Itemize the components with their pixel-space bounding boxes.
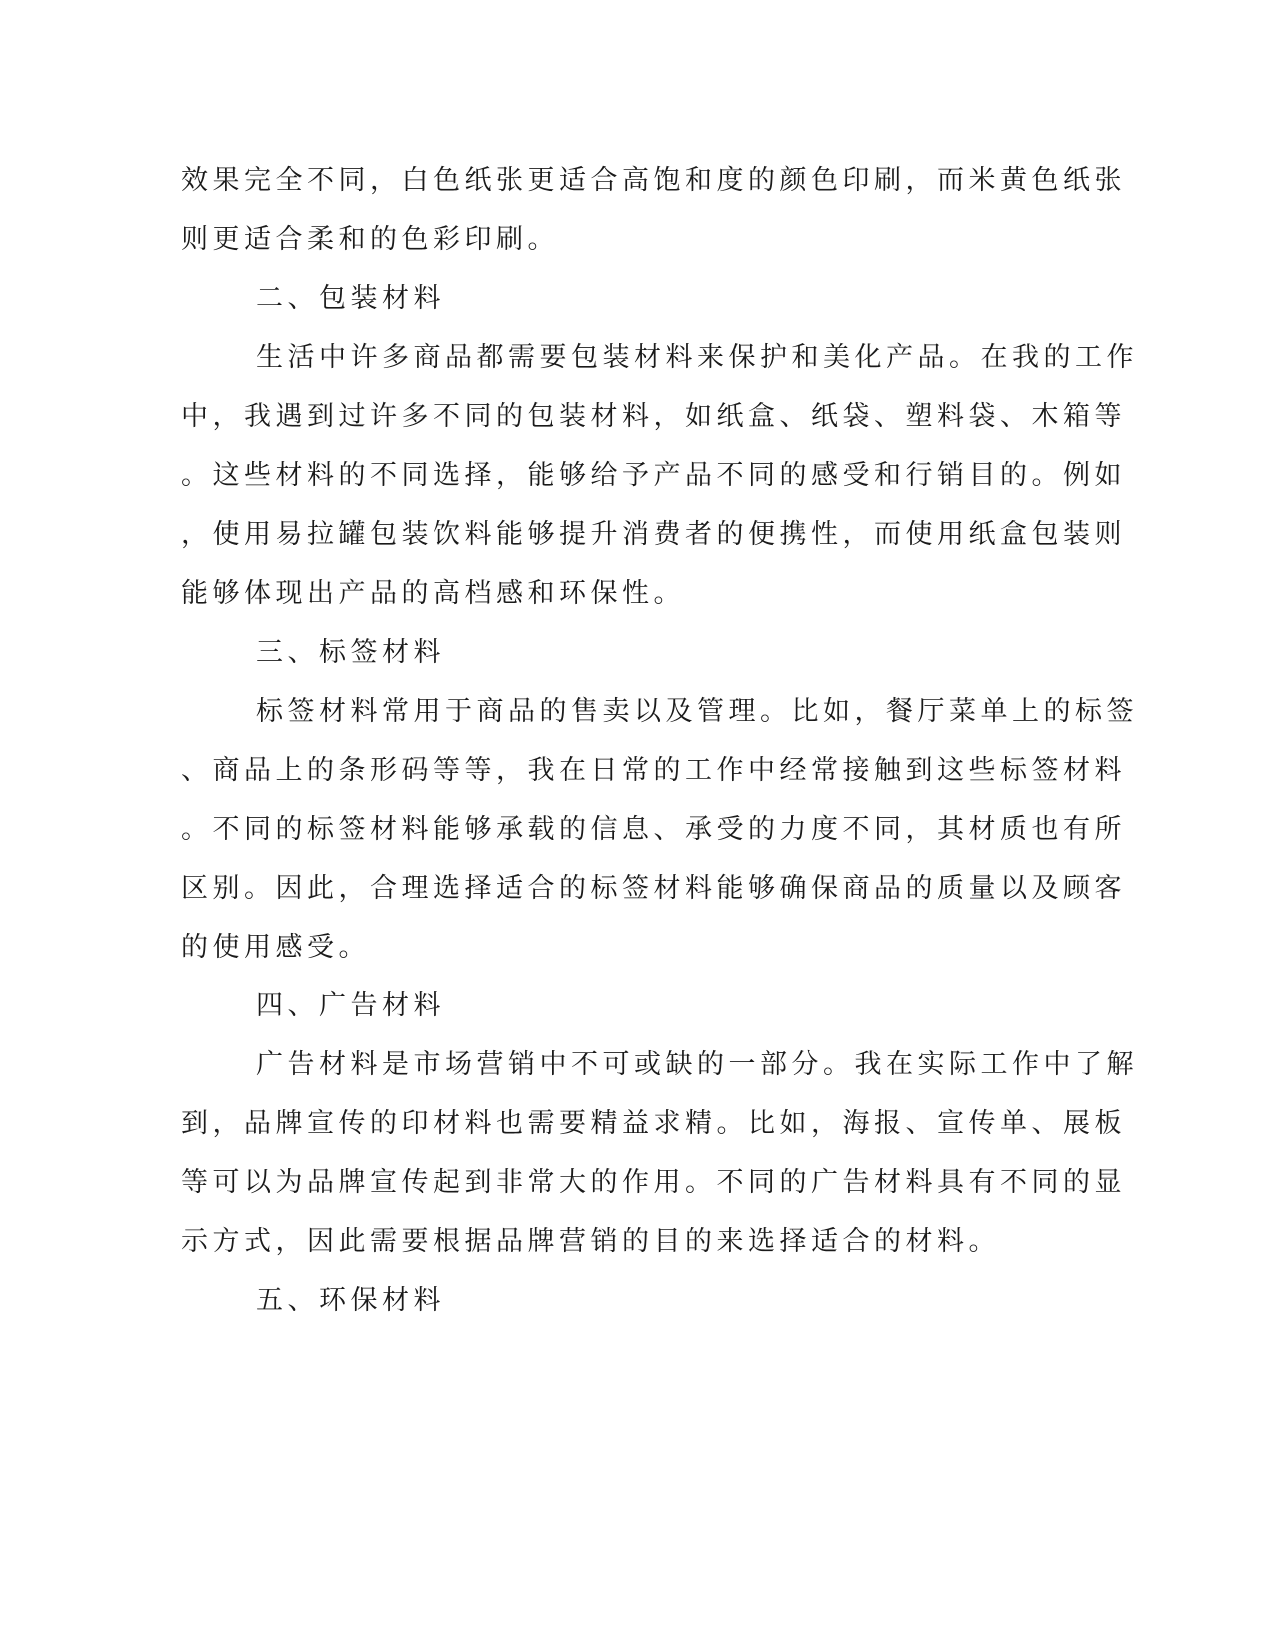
paragraph-line: 生活中许多商品都需要包装材料来保护和美化产品。在我的工作	[256, 342, 1138, 373]
section-heading-labels: 三、标签材料	[256, 637, 445, 668]
section-heading-packaging: 二、包装材料	[256, 283, 445, 314]
paragraph-line: 等可以为品牌宣传起到非常大的作用。不同的广告材料具有不同的显	[181, 1167, 1126, 1198]
document-body	[181, 0, 1138, 1650]
paragraph-line: 、商品上的条形码等等，我在日常的工作中经常接触到这些标签材料	[181, 755, 1126, 786]
paragraph-line: 的使用感受。	[181, 932, 370, 963]
paragraph-line: 能够体现出产品的高档感和环保性。	[181, 578, 685, 609]
paragraph-line: 区别。因此，合理选择适合的标签材料能够确保商品的质量以及顾客	[181, 873, 1126, 904]
paragraph-line: 则更适合柔和的色彩印刷。	[181, 224, 559, 255]
paragraph-line: ，使用易拉罐包装饮料能够提升消费者的便携性，而使用纸盒包装则	[181, 519, 1126, 550]
section-heading-eco: 五、环保材料	[256, 1285, 445, 1316]
paragraph-line: 广告材料是市场营销中不可或缺的一部分。我在实际工作中了解	[256, 1049, 1138, 1080]
paragraph-line: 效果完全不同，白色纸张更适合高饱和度的颜色印刷，而米黄色纸张	[181, 165, 1126, 196]
paragraph-line: 标签材料常用于商品的售卖以及管理。比如，餐厅菜单上的标签	[256, 696, 1138, 727]
paragraph-line: 。不同的标签材料能够承载的信息、承受的力度不同，其材质也有所	[181, 814, 1126, 845]
paragraph-line: 示方式，因此需要根据品牌营销的目的来选择适合的材料。	[181, 1226, 1000, 1257]
paragraph-line: 中，我遇到过许多不同的包装材料，如纸盒、纸袋、塑料袋、木箱等	[181, 401, 1126, 432]
paragraph-line: 到，品牌宣传的印材料也需要精益求精。比如，海报、宣传单、展板	[181, 1108, 1126, 1139]
section-heading-advertising: 四、广告材料	[256, 990, 445, 1021]
paragraph-line: 。这些材料的不同选择，能够给予产品不同的感受和行销目的。例如	[181, 460, 1126, 491]
